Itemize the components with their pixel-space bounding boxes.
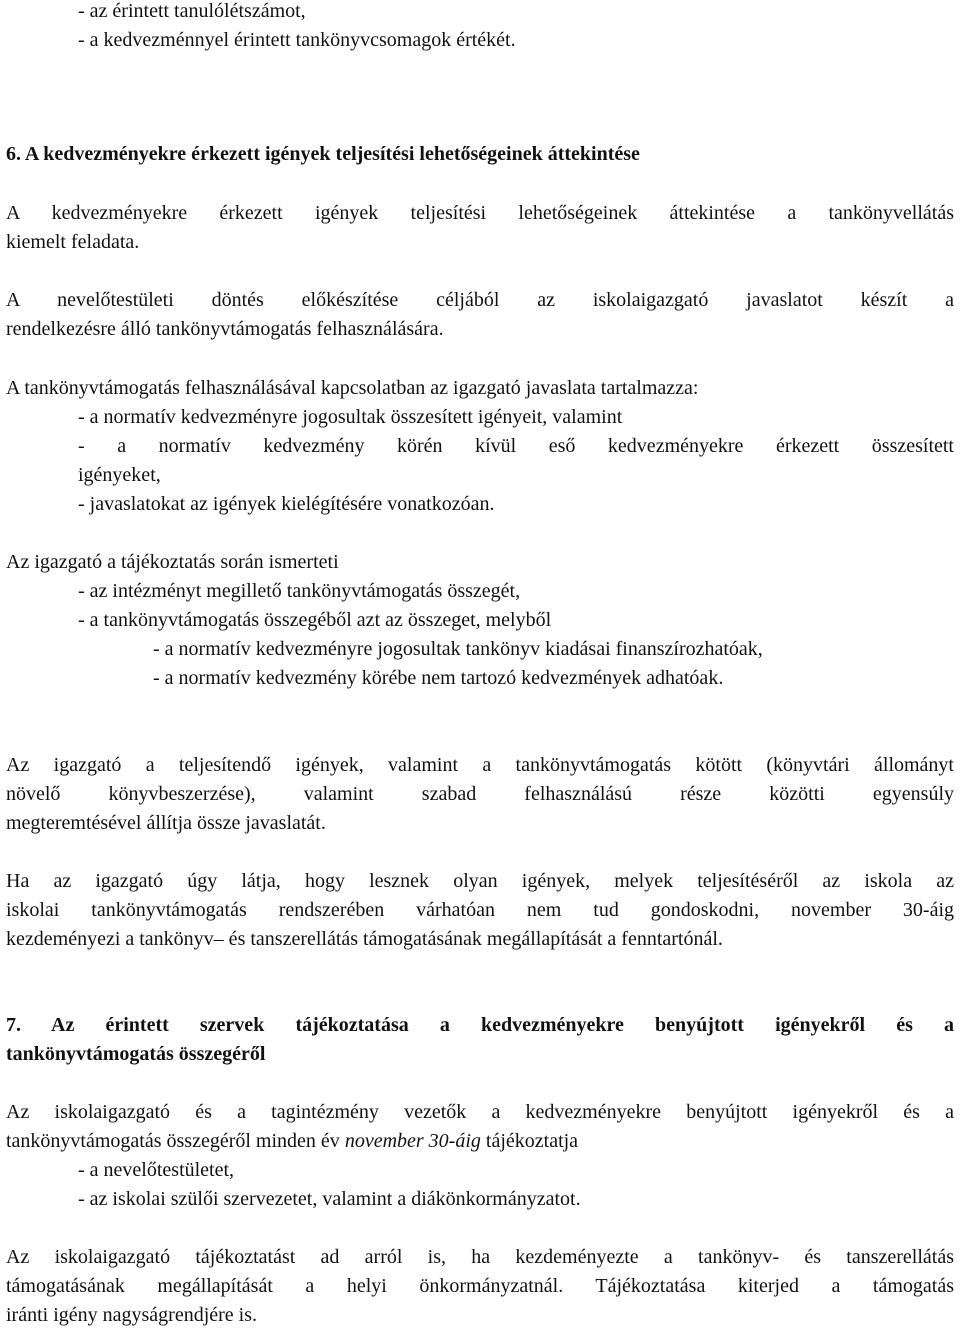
list-item: - az iskolai szülői szervezetet, valamint a diákönkormányzatot. [78,1188,581,1210]
list-item: - az érintett tanulólétszámot, [78,0,306,22]
list-item: - a nevelőtestületet, [78,1159,235,1181]
paragraph-line: iskolai tankönyvtámogatás rendszerében várhatóan nem tud gondoskodni, november 30-áig [6,899,954,921]
sub-list-item: - a normatív kedvezményre jogosultak tankönyv kiadásai finanszírozhatóak, [153,638,763,660]
paragraph-line: A nevelőtestületi döntés előkészítése céljából az iskolaigazgató javaslatot készít a [6,289,954,311]
list-item: - a kedvezménnyel érintett tankönyvcsomagok értékét. [78,29,516,51]
paragraph-line [6,1127,954,1156]
paragraph-line: megteremtésével állítja össze javaslatát. [6,812,326,834]
section-7-heading: 7. Az érintett szervek tájékoztatása a kedvezményekre benyújtott igényekről és a [6,1014,954,1036]
list-item: - a normatív kedvezményre jogosultak összesített igényeit, valamint [78,406,623,428]
paragraph-line: növelő könyvbeszerzése), valamint szabad felhasználású része közötti egyensúly [6,783,954,805]
paragraph-line: rendelkezésre álló tankönyvtámogatás felhasználására. [6,318,444,340]
section-7-heading-cont: tankönyvtámogatás összegéről [6,1043,266,1065]
list-item: - javaslatokat az igények kielégítésére vonatkozóan. [78,493,495,515]
paragraph-line: kezdeményezi a tankönyv– és tanszerellátás támogatásának megállapítását a fenntartónál. [6,928,723,950]
list-item: - a tankönyvtámogatás összegéből azt az összeget, melyből [78,609,552,631]
paragraph-line: kiemelt feladata. [6,231,140,253]
text-run: tankönyvtámogatás összegéről minden év [6,1130,345,1152]
paragraph-line: Az igazgató a tájékoztatás során ismerteti [6,551,339,573]
list-item: igényeket, [78,464,161,486]
list-item: - az intézményt megillető tankönyvtámogatás összegét, [78,580,521,602]
paragraph-line: A kedvezményekre érkezett igények teljesítési lehetőségeinek áttekintése a tankönyvellátás [6,202,954,224]
paragraph-line: Ha az igazgató úgy látja, hogy lesznek olyan igények, melyek teljesítéséről az iskola az [6,870,954,892]
section-6-heading: 6. A kedvezményekre érkezett igények teljesítési lehetőségeinek áttekintése [6,143,640,165]
paragraph-line: A tankönyvtámogatás felhasználásával kapcsolatban az igazgató javaslata tartalmazza: [6,377,699,399]
text-run: tájékoztatja [480,1130,579,1152]
paragraph-line: Az igazgató a teljesítendő igények, valamint a tankönyvtámogatás kötött (könyvtári állományt [6,754,954,776]
paragraph-line: iránti igény nagyságrendjére is. [6,1304,258,1326]
paragraph-line: támogatásának megállapítását a helyi önkormányzatnál. Tájékoztatása kiterjed a támogatás [6,1275,954,1297]
sub-list-item: - a normatív kedvezmény körébe nem tartozó kedvezmények adhatóak. [153,667,724,689]
paragraph-line: Az iskolaigazgató és a tagintézmény vezetők a kedvezményekre benyújtott igényekről és a [6,1101,954,1123]
list-item: - a normatív kedvezmény körén kívül eső kedvezményekre érkezett összesített [78,435,954,457]
paragraph-line: Az iskolaigazgató tájékoztatást ad arról is, ha kezdeményezte a tankönyv- és tanszerellátás [6,1246,954,1268]
deadline-date: november 30-áig [344,1130,481,1152]
